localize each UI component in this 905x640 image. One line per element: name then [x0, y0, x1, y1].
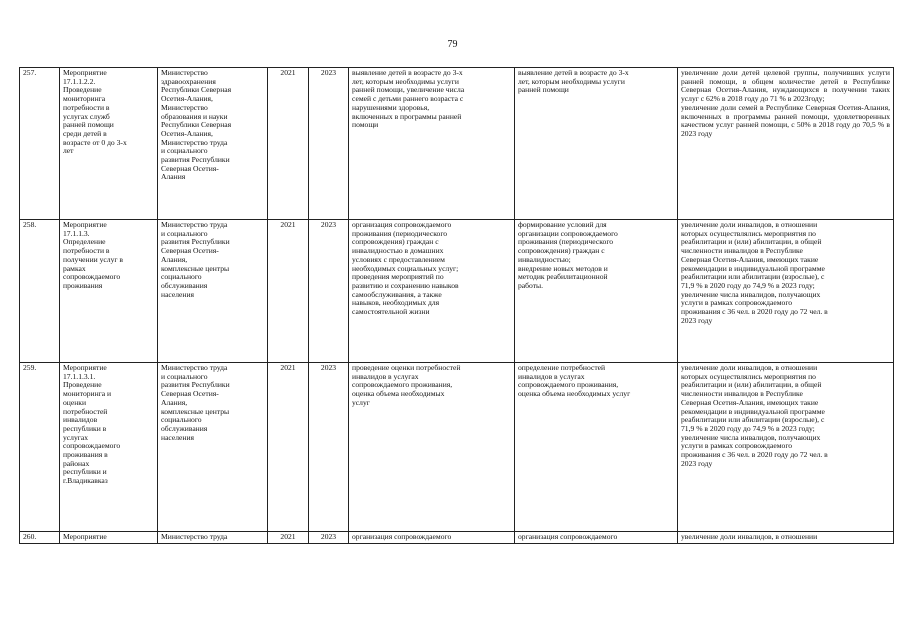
measure-cell: Мероприятие 17.1.1.3.1. Проведение мониторинга и оценки потребностей инвалидов республики в услугах сопровождаемого проживания в районах республики и г.Владикавказ: [60, 363, 158, 532]
executor-cell: Министерство труда: [158, 532, 268, 544]
row-number: 257.: [20, 68, 60, 220]
direct-result-cell: формирование условий для организации сопровождаемого проживания (периодического сопровождения) граждан с инвалидностью; внедрение новых методов и методик реабилитационной работы.: [515, 220, 678, 363]
end-year-cell: 2023: [309, 363, 349, 532]
measure-cell: Мероприятие: [60, 532, 158, 544]
measures-table: [19, 67, 894, 544]
table-row: [20, 68, 894, 220]
executor-cell: Министерство труда и социального развития Республики Северная Осетия- Алания, комплексные центры социального обслуживания населения: [158, 363, 268, 532]
start-year-cell: 2021: [268, 363, 309, 532]
content-cell: проведение оценки потребностей инвалидов в услугах сопровождаемого проживания, оценка объема необходимых услуг: [349, 363, 515, 532]
indicator-cell: увеличение доли инвалидов, в отношении которых осуществлялись мероприятия по реабилитации и (или) абилитации, в общей численности инвалидов в Республике Северная Осетия-Алания, имеющих такие рекомендации в индивидуальной программе реабилитации или абилитации (взрослые), с 71,9 % в 2020 году до 74,9 % в 2023 году; увеличение числа инвалидов, получающих услуги в рамках сопровождаемого проживания с 36 чел. в 2020 году до 72 чел. в 2023 году: [678, 220, 894, 363]
executor-cell: Министерство здравоохранения Республики Северная Осетия-Алания, Министерство образования и науки Республики Северная Осетия-Алания, Министерство труда и социального развития Республики Северная Осетия- Алания: [158, 68, 268, 220]
direct-result-cell: организация сопровождаемого: [515, 532, 678, 544]
indicator-cell: увеличение доли детей целевой группы, получивших услуги ранней помощи, в общем количестве детей в Республике Северная Осетия-Алания, нуждающихся в получении таких услуг с 62% в 2018 году до 71 % в 2023году; увеличение доли семей в Республике Северная Осетия-Алания, включенных в программы ранней помощи, удовлетворенных качеством услуг ранней помощи, с 50% в 2018 году до 70,5 % в 2023 году: [678, 68, 894, 220]
indicator-cell: увеличение доли инвалидов, в отношении: [678, 532, 894, 544]
measure-cell: Мероприятие 17.1.1.3. Определение потребности в получении услуг в рамках сопровождаемого проживания: [60, 220, 158, 363]
row-number: 260.: [20, 532, 60, 544]
indicator-cell: увеличение доли инвалидов, в отношении которых осуществлялись мероприятия по реабилитации и (или) абилитации, в общей численности инвалидов в Республике Северная Осетия-Алания, имеющих такие рекомендации в индивидуальной программе реабилитации или абилитации (взрослые), с 71,9 % в 2020 году до 74,9 % в 2023 году; увеличение числа инвалидов, получающих услуги в рамках сопровождаемого проживания с 36 чел. в 2020 году до 72 чел. в 2023 году: [678, 363, 894, 532]
row-number: 258.: [20, 220, 60, 363]
table-row: [20, 363, 894, 532]
measure-cell: Мероприятие 17.1.1.2.2. Проведение мониторинга потребности в услугах служб ранней помощи среди детей в возрасте от 0 до 3-х лет: [60, 68, 158, 220]
direct-result-cell: определение потребностей инвалидов в услугах сопровождаемого проживания, оценка объема необходимых услуг: [515, 363, 678, 532]
content-cell: выявление детей в возрасте до 3-х лет, которым необходимы услуги ранней помощи, увеличение числа семей с детьми раннего возраста с нарушениями здоровья, включенных в программы ранней помощи: [349, 68, 515, 220]
table-row: [20, 532, 894, 544]
row-number: 259.: [20, 363, 60, 532]
end-year-cell: 2023: [309, 220, 349, 363]
direct-result-cell: выявление детей в возрасте до 3-х лет, которым необходимы услуги ранней помощи: [515, 68, 678, 220]
start-year-cell: 2021: [268, 220, 309, 363]
content-cell: организация сопровождаемого проживания (периодического сопровождения) граждан с инвалидностью в домашних условиях с предоставлением необходимых социальных услуг; проведения мероприятий по развитию и сохранению навыков самообслуживания, а также навыков, необходимых для самостоятельной жизни: [349, 220, 515, 363]
end-year-cell: 2023: [309, 68, 349, 220]
start-year-cell: 2021: [268, 532, 309, 544]
start-year-cell: 2021: [268, 68, 309, 220]
page-number: 79: [447, 39, 458, 50]
content-cell: организация сопровождаемого: [349, 532, 515, 544]
executor-cell: Министерство труда и социального развития Республики Северная Осетия- Алания, комплексные центры социального обслуживания населения: [158, 220, 268, 363]
end-year-cell: 2023: [309, 532, 349, 544]
table-row: [20, 220, 894, 363]
